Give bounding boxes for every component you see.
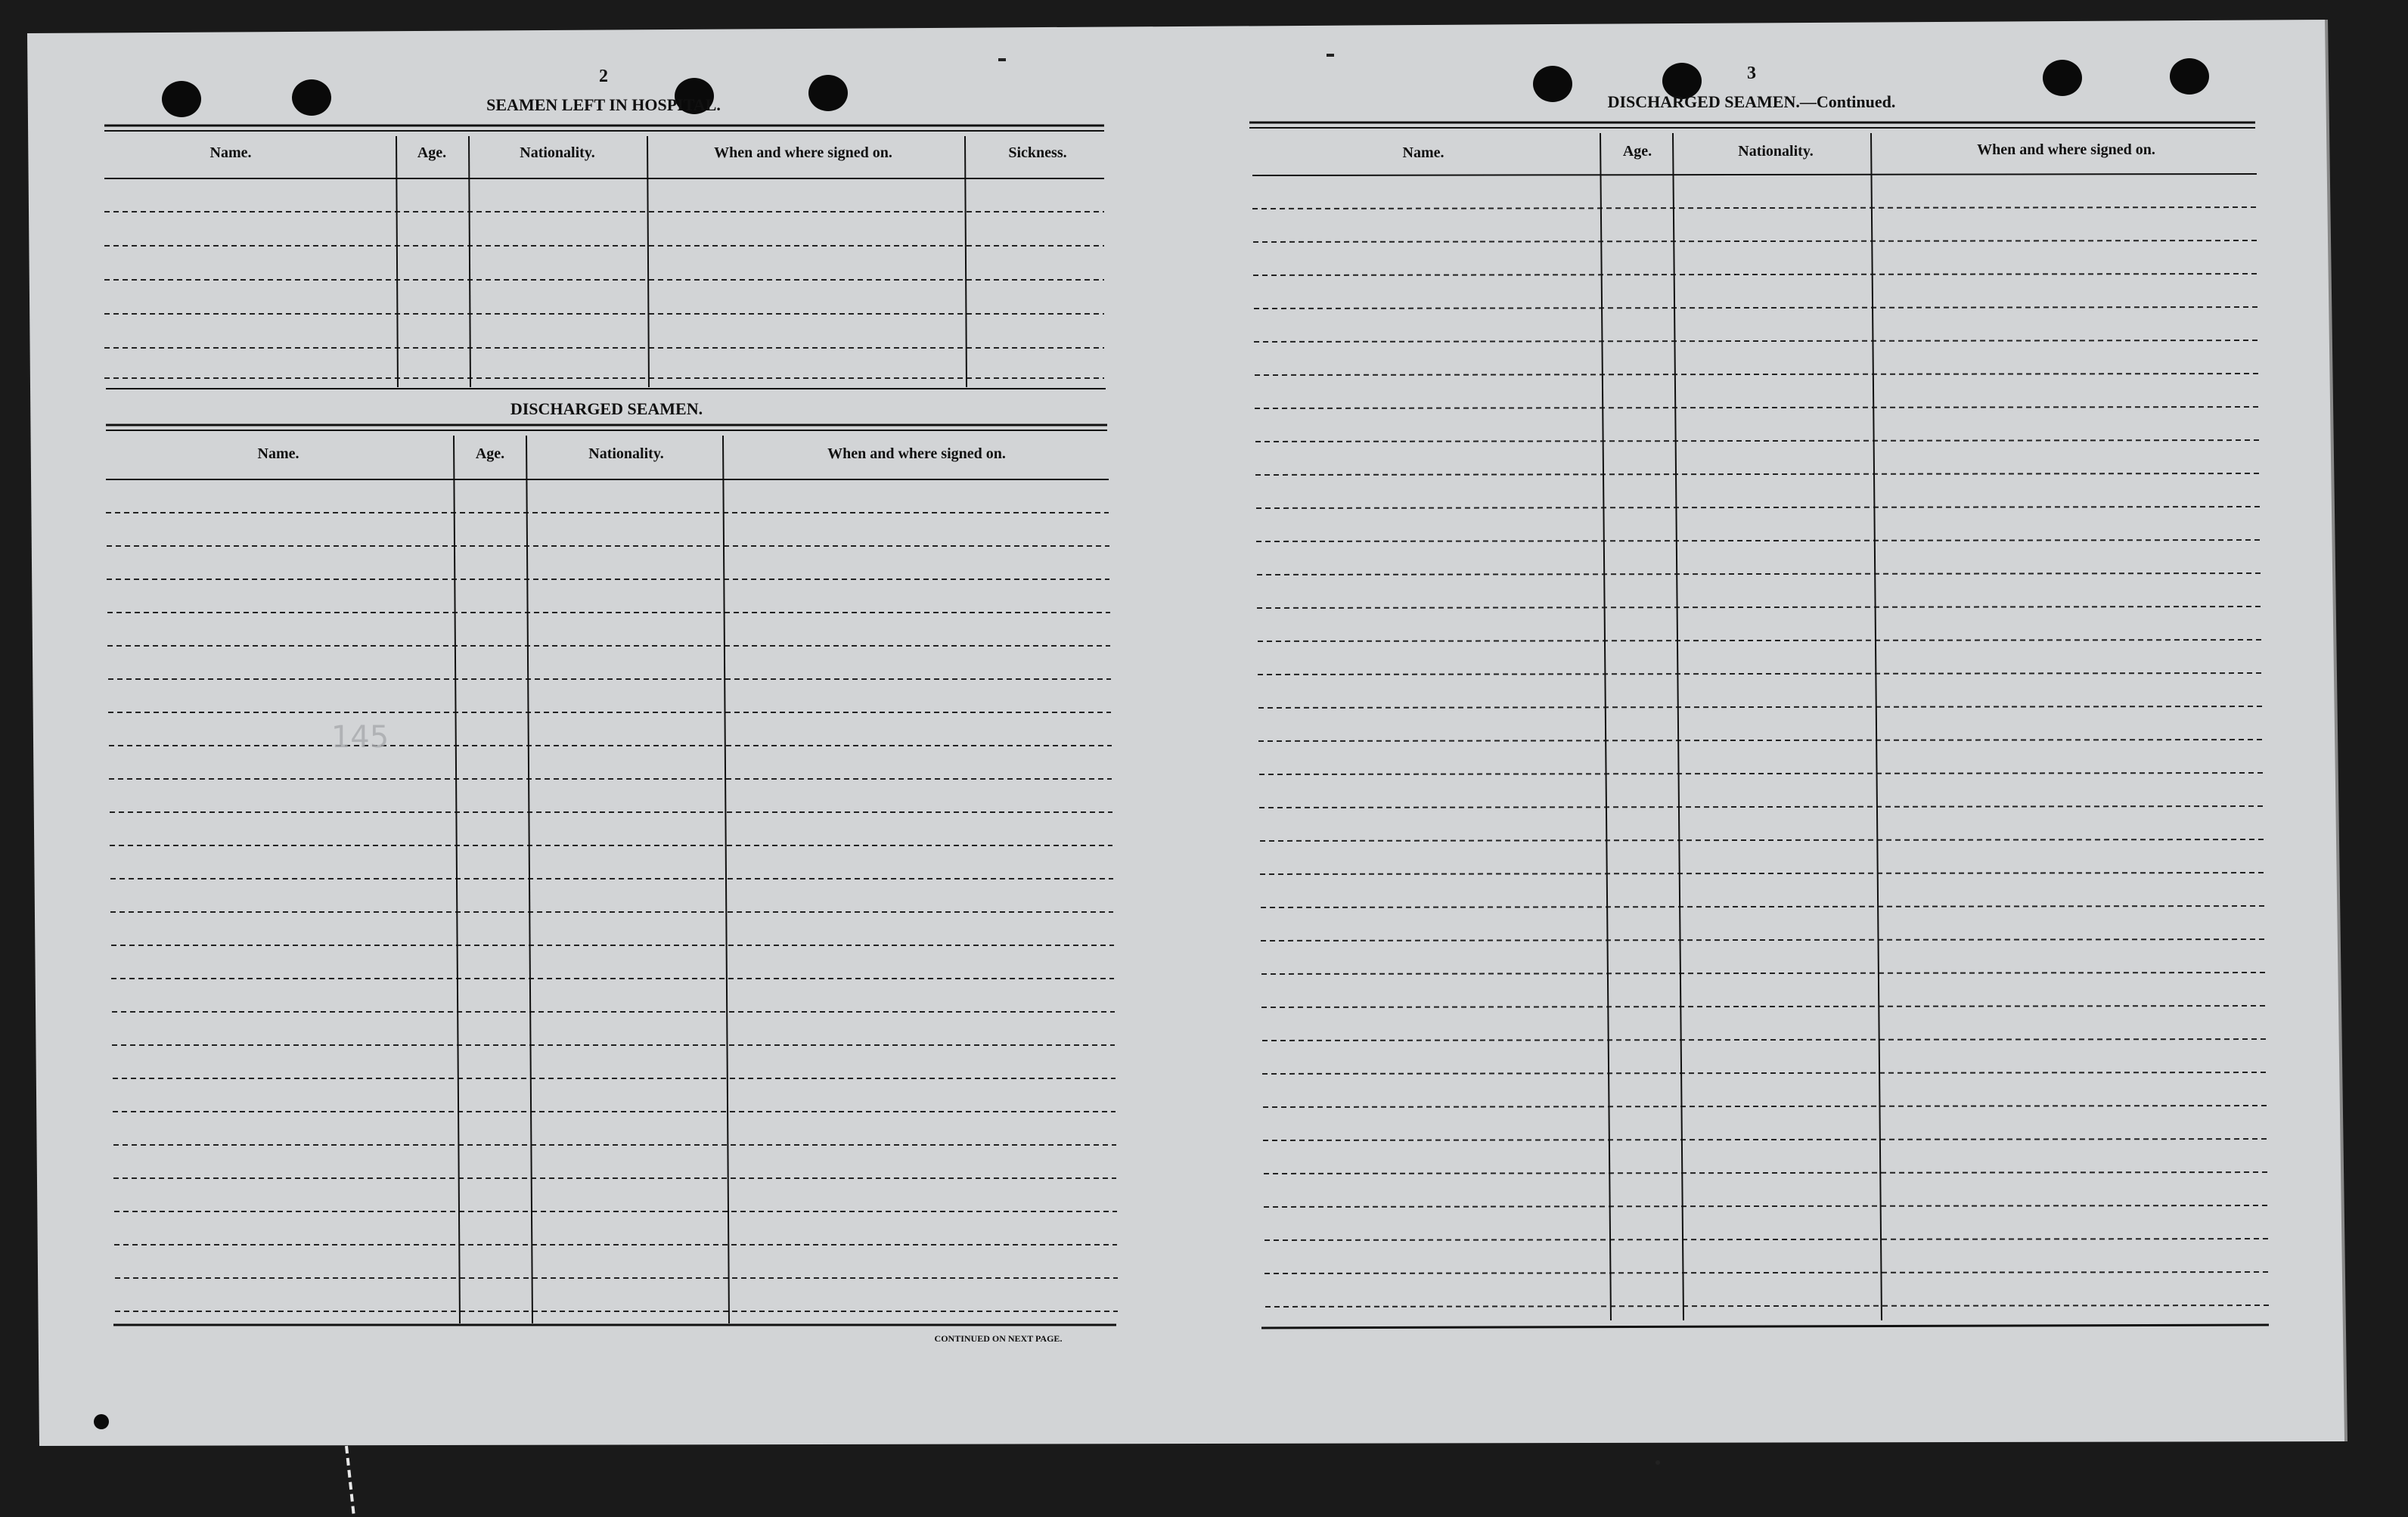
discharged-col-name: Name. [257, 445, 299, 462]
hospital-col-nationality: Nationality. [520, 144, 595, 161]
continued-col-signed-on: When and where signed on. [1977, 141, 2155, 158]
hospital-col-signed-on: When and where signed on. [714, 144, 892, 161]
continued-col-nationality: Nationality. [1738, 143, 1814, 160]
discharged-section-title: DISCHARGED SEAMEN. [510, 399, 703, 418]
left-page-number: 2 [599, 67, 608, 86]
discharged-col-nationality: Nationality. [588, 445, 664, 462]
continued-note: CONTINUED ON NEXT PAGE. [934, 1333, 1063, 1344]
hospital-col-age: Age. [417, 144, 447, 161]
stamp-number: 145 [330, 720, 389, 755]
right-page-number: 3 [1747, 64, 1756, 83]
continued-col-age: Age. [1622, 143, 1652, 160]
discharged-col-signed-on: When and where signed on. [827, 445, 1006, 462]
hospital-col-name: Name. [209, 144, 252, 161]
hospital-section-title: SEAMEN LEFT IN HOSPITAL. [486, 95, 721, 114]
continued-section-title: DISCHARGED SEAMEN.—Continued. [1607, 92, 1896, 111]
discharged-col-age: Age. [475, 445, 505, 462]
continued-col-name: Name. [1402, 144, 1444, 161]
hospital-col-sickness: Sickness. [1008, 144, 1067, 161]
